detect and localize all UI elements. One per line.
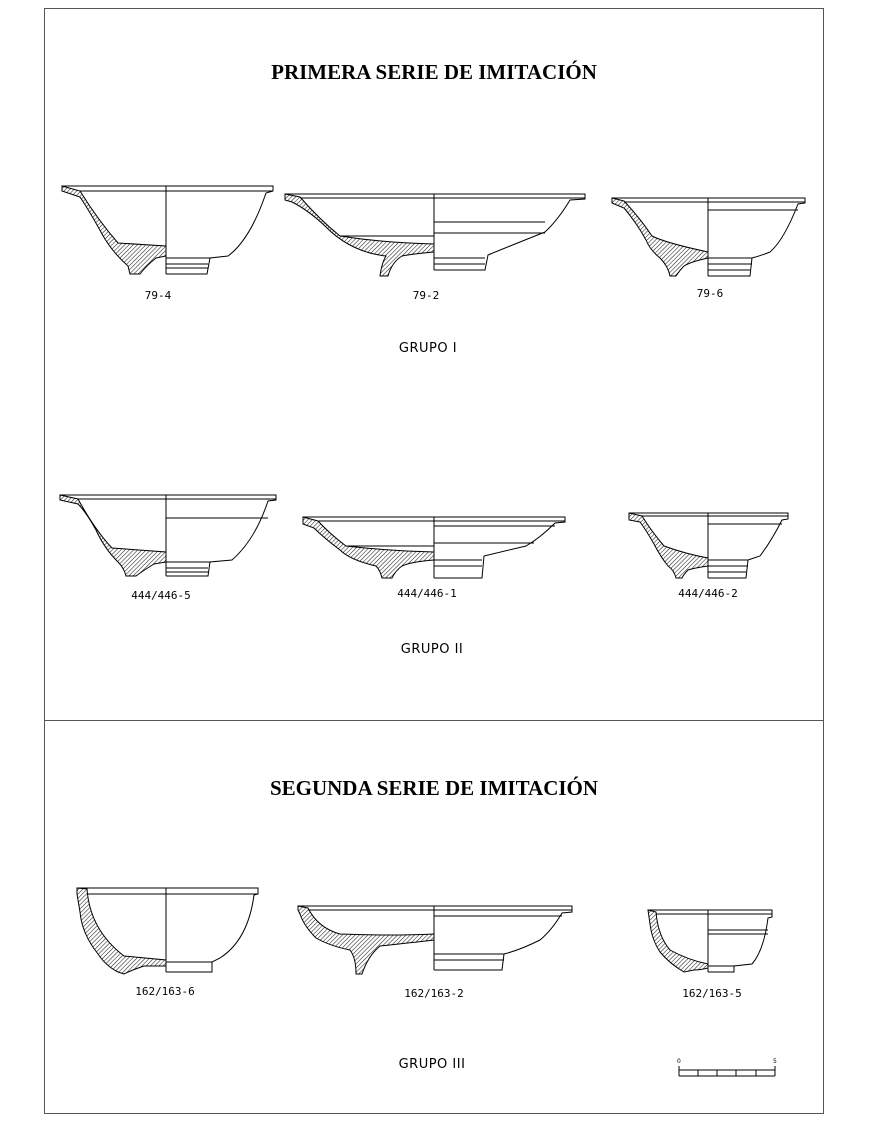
vessel-label: 79-4 xyxy=(144,289,172,302)
vessel-drawing-79-2 xyxy=(285,194,585,276)
scale-bar xyxy=(679,1066,775,1076)
vessel-drawing-444-446-1 xyxy=(303,517,565,578)
vessel-drawing-79-6 xyxy=(612,198,805,276)
vessel-drawing-79-4 xyxy=(62,186,273,274)
vessel-label: 79-6 xyxy=(696,287,724,300)
vessel-label: 444/446-1 xyxy=(397,587,457,600)
series-1-title: PRIMERA SERIE DE IMITACIÓN xyxy=(271,60,597,84)
group-label: GRUPO II xyxy=(400,642,464,657)
vessel-drawing-444-446-2 xyxy=(629,513,788,578)
group-label: GRUPO I xyxy=(398,341,458,356)
vessel-drawing-162-163-2 xyxy=(298,906,572,974)
vessel-label: 444/446-5 xyxy=(131,589,191,602)
vessel-label: 79-2 xyxy=(412,289,440,302)
vessel-drawing-162-163-5 xyxy=(648,910,772,972)
vessel-drawing-444-446-5 xyxy=(60,495,276,576)
group-label: GRUPO III xyxy=(398,1057,466,1072)
scale-max-label: 5 xyxy=(773,1058,777,1065)
vessel-label: 162/163-5 xyxy=(682,987,742,1000)
vessel-label: 444/446-2 xyxy=(678,587,738,600)
vessel-label: 162/163-6 xyxy=(135,985,195,998)
scale-min-label: 0 xyxy=(677,1058,681,1065)
series-2-title: SEGUNDA SERIE DE IMITACIÓN xyxy=(269,776,599,800)
vessel-label: 162/163-2 xyxy=(404,987,464,1000)
vessel-drawing-162-163-6 xyxy=(77,888,258,974)
